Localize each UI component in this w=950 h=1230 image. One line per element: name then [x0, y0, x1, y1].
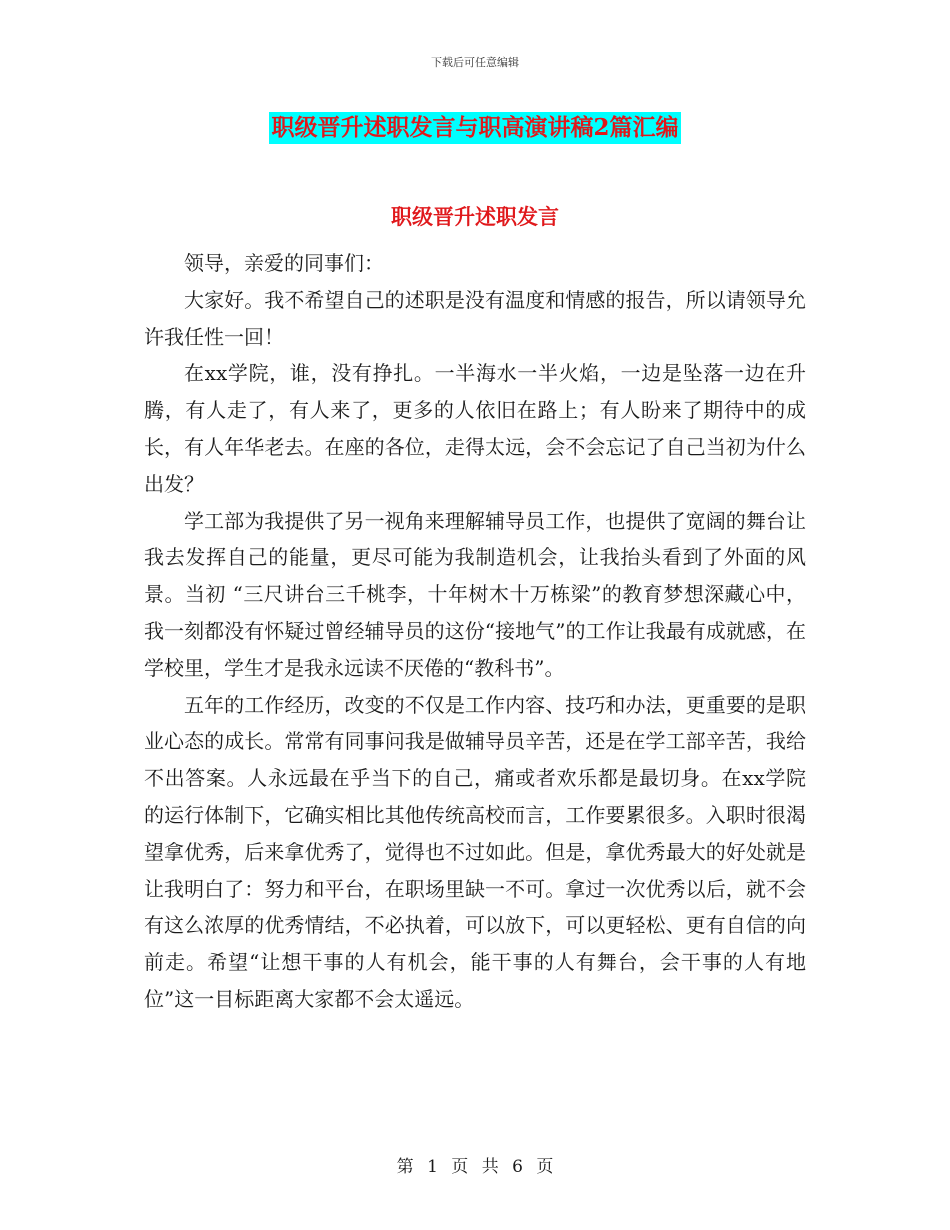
- page-number-footer: 第 1 页 共 6 页: [396, 1157, 554, 1177]
- paragraph: 在xx学院，谁，没有挣扎。一半海水一半火焰，一边是坠落一边在升腾，有人走了，有人来了，更多的人依旧在路上；有人盼来了期待中的成长，有人年华老去。在座的各位，走得太远，会不会忘记了自己当初为什么出发？: [144, 361, 806, 496]
- paragraph: 五年的工作经历，改变的不仅是工作内容、技巧和办法，更重要的是职业心态的成长。常常有同事问我是做辅导员辛苦，还是在学工部辛苦，我给不出答案。人永远最在乎当下的自己，痛或者欢乐都是最切身。在xx学院的运行体制下，它确实相比其他传统高校而言，工作要累很多。入职时很渴望拿优秀，后来拿优秀了，觉得也不过如此。但是，拿优秀最大的好处就是让我明白了：努力和平台，在职场里缺一不可。拿过一次优秀以后，就不会有这么浓厚的优秀情结，不必执着，可以放下，可以更轻松、更有自信的向前走。希望“让想干事的人有机会，能干事的人有舞台，会干事的人有地位”这一目标距离大家都不会太遥远。: [144, 692, 806, 1011]
- section-title: 职级晋升述职发言: [391, 204, 559, 229]
- paragraph: 学工部为我提供了另一视角来理解辅导员工作，也提供了宽阔的舞台让我去发挥自己的能量，更尽可能为我制造机会，让我抬头看到了外面的风景。当初 “三尺讲台三千桃李，十年树木十万栋梁”的教育梦想深藏心中，我一刻都没有怀疑过曾经辅导员的这份“接地气”的工作让我最有成就感，在学校里，学生才是我永远读不厌倦的“教科书”。: [144, 508, 806, 680]
- paragraph: 大家好。我不希望自己的述职是没有温度和情感的报告，所以请领导允许我任性一回！: [144, 287, 806, 349]
- document-title-text: 职级晋升述职发言与职高演讲稿2篇汇编: [269, 112, 680, 144]
- header-note: 下载后可任意编辑: [431, 56, 519, 69]
- paragraph-greeting: 领导，亲爱的同事们：: [184, 251, 384, 275]
- document-body: [144, 245, 806, 1018]
- document-title: [0, 112, 950, 144]
